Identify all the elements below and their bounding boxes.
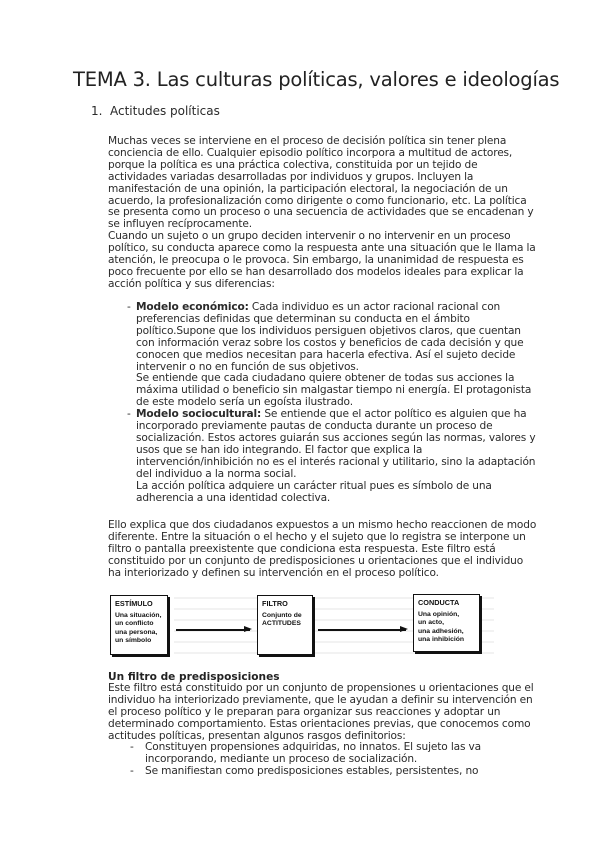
section-heading [91, 104, 220, 118]
box-line: Una opinión, [418, 610, 460, 618]
list-item-economic-model [108, 302, 538, 409]
box-body [115, 612, 163, 646]
section-number: 1. [91, 104, 103, 118]
stimulus-filter-conduct-diagram [108, 591, 508, 663]
diagram-box-filter [257, 595, 313, 655]
box-body [262, 612, 308, 629]
arrow-right-icon [176, 629, 250, 631]
model-text: Se entiende que el actor político es alguien que ha incorporado previamente pautas de conducta durante un proceso de socialización. Estos actores guiarán sus acciones según las normas, valores y usos que se han ido integrando. El factor que explica la intervención/inhibición no es el interés racional y utilitario, sino la adaptación del individuo a la norma social. [136, 408, 536, 480]
diagram-box-conduct [413, 594, 480, 652]
paragraph-predispositions: Este filtro está constituido por un conjunto de propensiones u orientaciones que el individuo ha interiorizado previamente, que le ayudan a definir su intervención en el proceso político y le preparan para organizar sus reacciones y adoptar un determinado comportamiento. Estas orientaciones previas, que conocemos como actitudes políticas, presentan algunos rasgos definitorios: [108, 682, 534, 742]
box-line: un conflicto [115, 620, 154, 628]
box-heading: FILTRO [262, 599, 288, 608]
model-name: Modelo sociocultural: [136, 408, 262, 421]
models-list [108, 302, 538, 504]
box-body [418, 611, 475, 645]
model-extra: La acción política adquiere un carácter ritual pues es símbolo de una adherencia a una identidad colectiva. [136, 479, 492, 504]
list-item-trait [108, 766, 538, 778]
list-item-trait [108, 742, 538, 766]
box-line: ACTITUDES [262, 620, 301, 628]
page-title: TEMA 3. Las culturas políticas, valores e ideologías [73, 68, 560, 91]
box-line: Una situación, [115, 611, 162, 619]
dash-bullet: - [127, 301, 131, 313]
box-heading: ESTÍMULO [115, 599, 153, 608]
model-name: Modelo económico: [136, 301, 249, 313]
paragraph-models-intro: Cuando un sujeto o un grupo deciden intervenir o no intervenir en un proceso político, su conducta aparece como la respuesta ante una situación que le llama la atención, le preocupa o le provoca. Sin embargo, la unanimidad de respuesta es poco frecuente por ello se han desarrollado dos modelos ideales para explicar la acción política y sus diferencias: [108, 230, 536, 290]
box-line: una persona, [115, 628, 158, 636]
box-line: un acto, [418, 619, 445, 627]
box-line: un símbolo [115, 637, 152, 645]
dash-bullet: - [130, 764, 134, 777]
box-line: Conjunto de [262, 611, 302, 619]
model-extra: Se entiende que cada ciudadano quiere obtener de todas sus acciones la máxima utilidad o beneficio sin malgastar tiempo ni energía. El protagonista de este modelo sería un egoísta ilustrado. [136, 372, 532, 409]
list-item-sociocultural-model [108, 409, 538, 504]
arrow-right-icon [318, 629, 406, 631]
subheading-filter: Un filtro de predisposiciones [108, 671, 280, 683]
paragraph-intro: Muchas veces se interviene en el proceso de decisión política sin tener plena conciencia de ello. Cualquier episodio político incorpora a multitud de actores, porque la política es una práctica colectiva, constituida por un tejido de actividades variadas desarrolladas por individuos y grupos. Incluyen la manifestación de una opinión, la participación electoral, la negociación de un acuerdo, la profesionalización como dirigente o como funcionario, etc. La política se presenta como un proceso o una secuencia de actividades que se encadenan y se influyen recíprocamente. [108, 135, 534, 231]
model-text: Cada individuo es un actor racional racional con preferencias definidas que determinan su conducta en el ámbito político.Supone que los individuos persiguen objetivos claros, que cuentan con información veraz sobre los costos y beneficios de cada decisión y que conocen que medios necesitan para hacerla efectiva. Así el sujeto decide intervenir o no en función de sus objetivos. [136, 301, 524, 373]
box-line: una inhibición [418, 636, 465, 644]
paragraph-filter-explanation: Ello explica que dos ciudadanos expuestos a un mismo hecho reaccionen de modo diferente. Entre la situación o el hecho y el sujeto que lo registra se interpone un filtro o pantalla preexistente que condiciona esta respuesta. Este filtro está constituido por un conjunto de predisposiciones u orientaciones que el individuo ha interiorizado y definen su intervención en el proceso político. [108, 519, 537, 579]
trait-text: Se manifiestan como predisposiciones estables, persistentes, no [145, 764, 479, 777]
traits-list [108, 742, 538, 778]
box-line: una adhesión, [418, 627, 464, 635]
trait-text: Constituyen propensiones adquiridas, no innatos. El sujeto las va incorporando, mediante un proceso de socialización. [145, 741, 482, 765]
dash-bullet: - [130, 741, 134, 753]
box-heading: CONDUCTA [418, 598, 460, 607]
diagram-box-stimulus [110, 595, 168, 655]
section-label: Actitudes políticas [110, 104, 220, 118]
dash-bullet: - [127, 408, 131, 421]
